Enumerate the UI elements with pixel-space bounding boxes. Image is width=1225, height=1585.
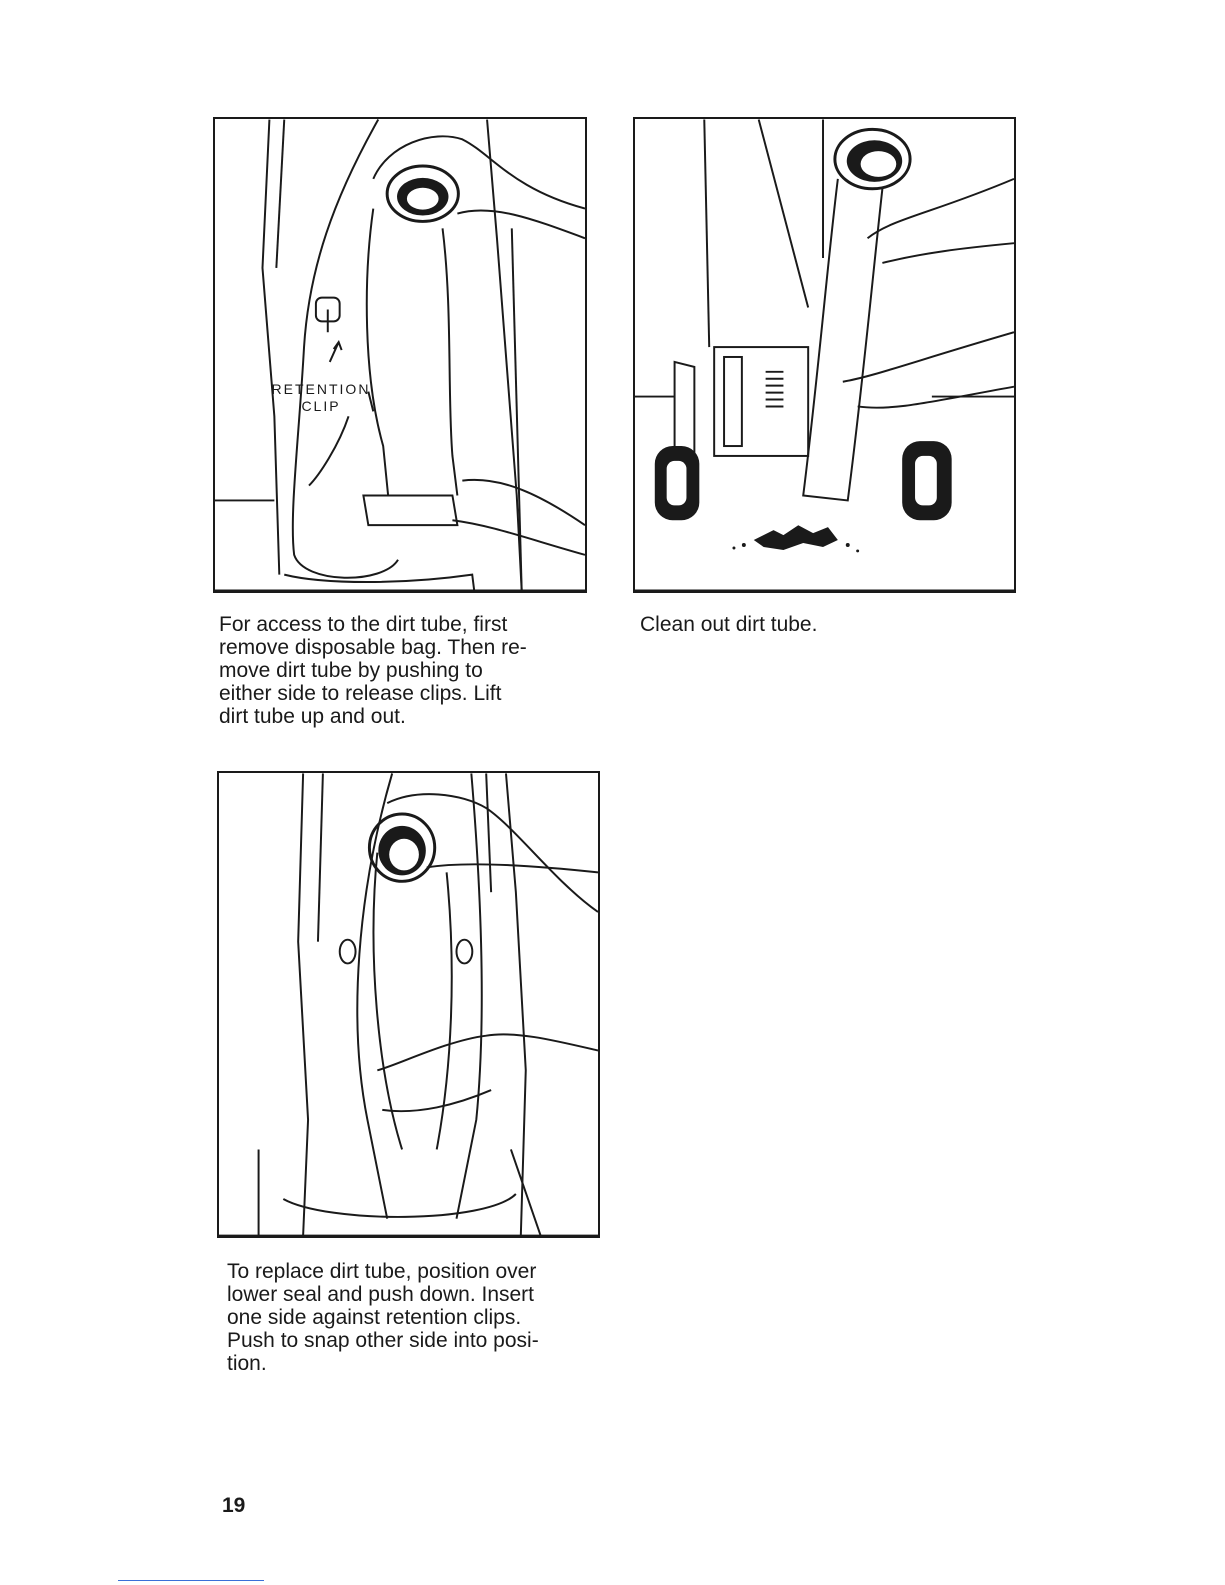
footer-rule	[118, 1580, 264, 1581]
caption-remove-dirt-tube: For access to the dirt tube, first remove disposable bag. Then re- move dirt tube by pushing to either side to release clips. Lift dirt tube up and out.	[219, 613, 527, 728]
caption-clean-dirt-tube: Clean out dirt tube.	[640, 613, 818, 636]
illustration-replace-dirt-tube	[217, 771, 600, 1238]
illustration-clean-dirt-tube	[633, 117, 1016, 593]
caption-replace-dirt-tube: To replace dirt tube, position over lower seal and push down. Insert one side against retention clips. Push to snap other side into posi- tion.	[227, 1260, 539, 1375]
retention-clip-label: RETENTION CLIP	[271, 381, 371, 414]
illustration-remove-dirt-tube	[213, 117, 587, 593]
page-number: 19	[222, 1494, 246, 1517]
